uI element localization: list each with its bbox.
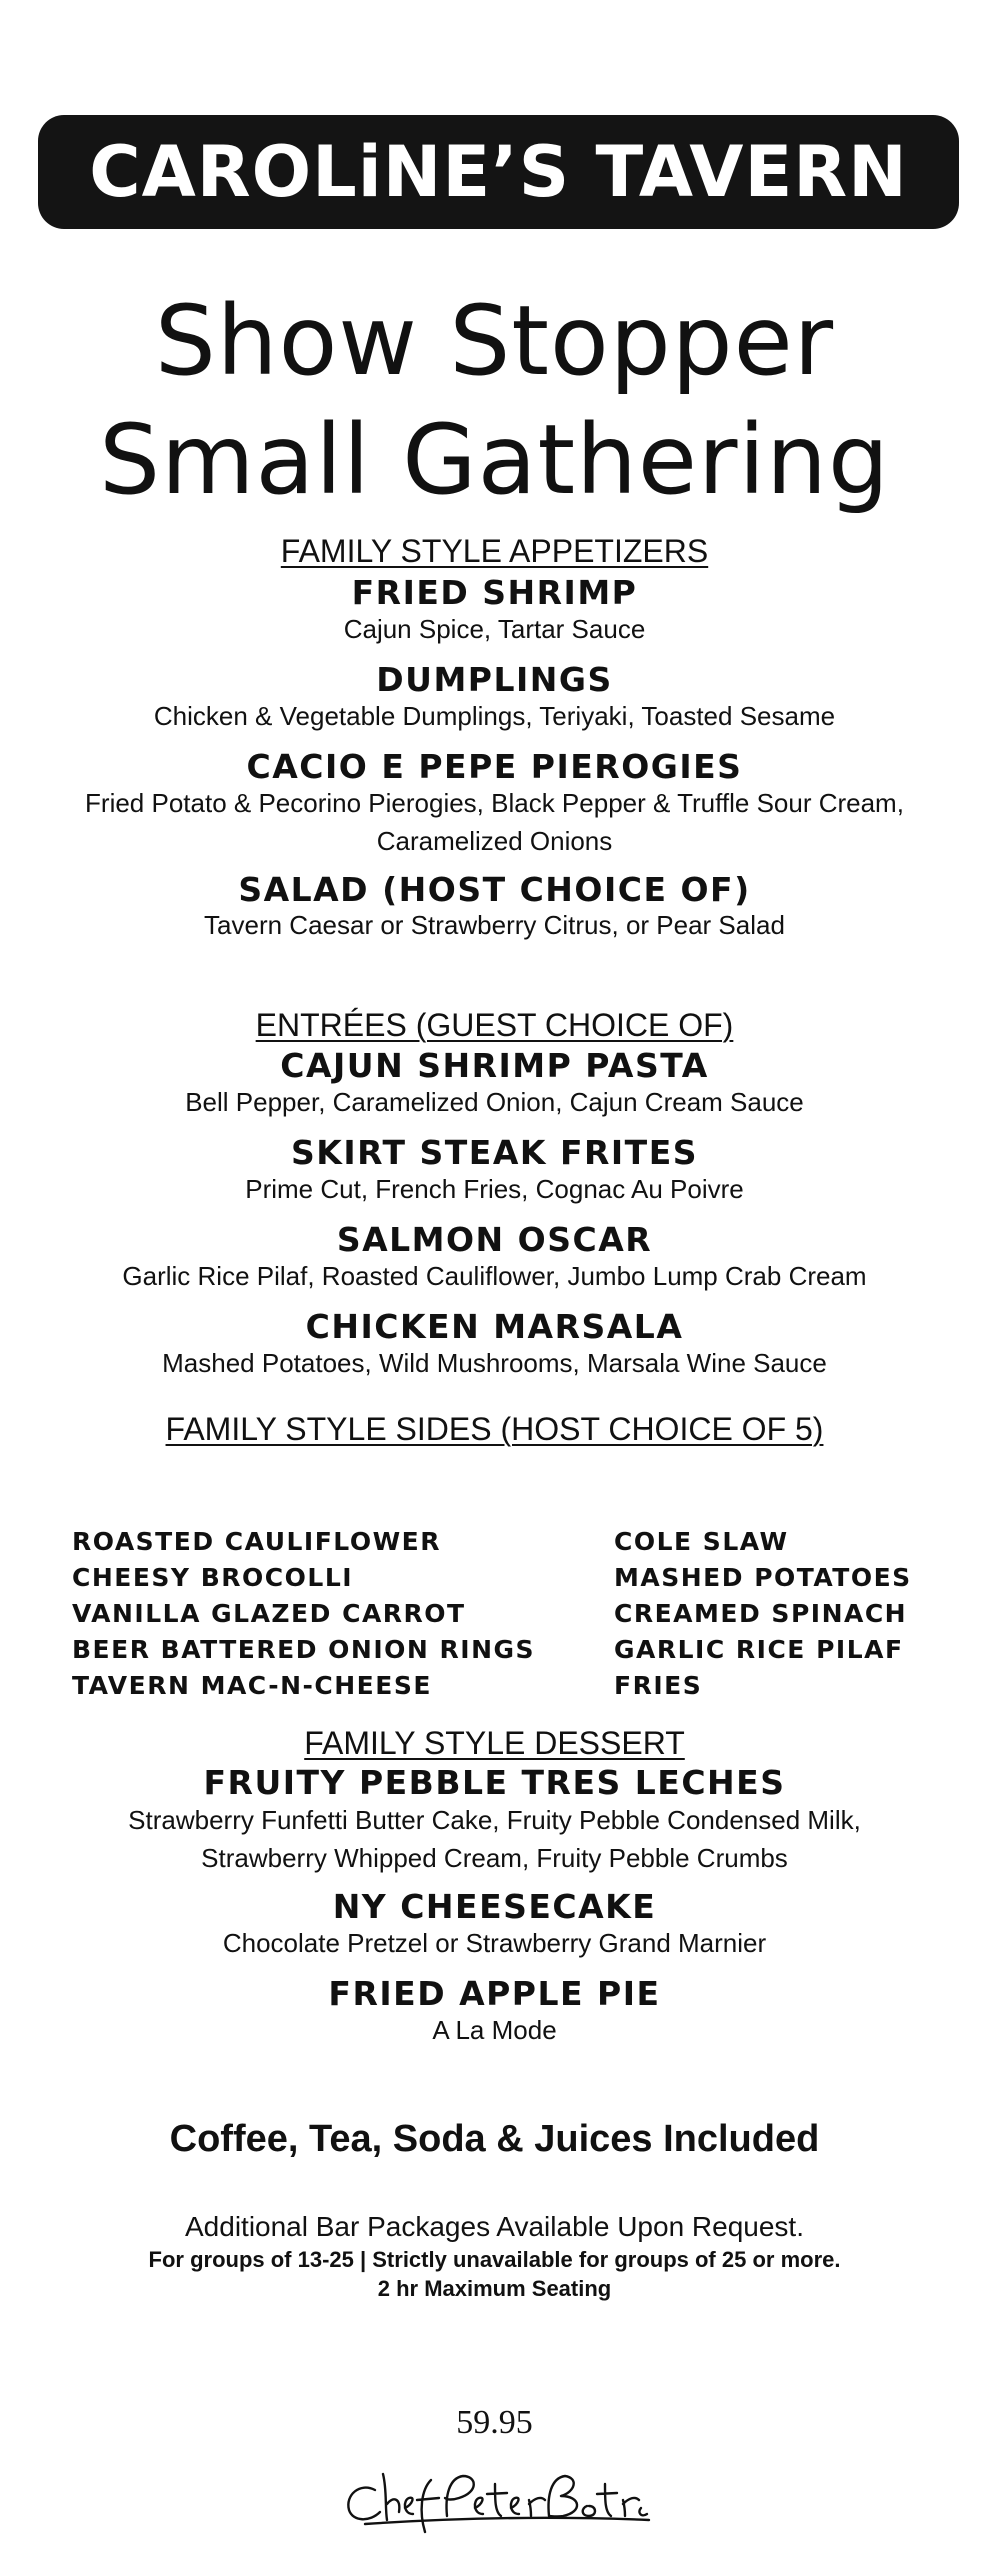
list-item: VANILLA GLAZED CARROT (72, 1599, 466, 1628)
price: 59.95 (456, 2404, 533, 2441)
list-item: CHEESY BROCOLLI (72, 1563, 354, 1592)
bar-packages-note: Additional Bar Packages Available Upon Request. (185, 2211, 804, 2242)
menu-item-desc: A La Mode (432, 2015, 557, 2045)
list-item: COLE SLAW (614, 1527, 789, 1556)
menu-item-desc: Strawberry Whipped Cream, Fruity Pebble Crumbs (201, 1843, 788, 1873)
list-item: BEER BATTERED ONION RINGS (72, 1635, 536, 1664)
sides-heading: FAMILY STYLE SIDES (HOST CHOICE OF 5) (165, 1411, 824, 1447)
list-item: TAVERN MAC-N-CHEESE (72, 1671, 432, 1700)
headline-line-2: Small Gathering (99, 404, 890, 516)
menu-item-desc: Strawberry Funfetti Butter Cake, Fruity Pebble Condensed Milk, (128, 1805, 861, 1835)
seating-note: 2 hr Maximum Seating (377, 2276, 612, 2301)
list-item: MASHED POTATOES (614, 1563, 912, 1592)
menu-item-desc: Chicken & Vegetable Dumplings, Teriyaki, Toasted Sesame (153, 701, 836, 731)
menu-item-name: FRIED APPLE PIE (328, 1974, 661, 2013)
list-item: FRIES (614, 1671, 703, 1700)
menu-item-name: SALAD (HOST CHOICE OF) (238, 870, 751, 909)
beverages-note: Coffee, Tea, Soda & Juices Included (169, 2118, 820, 2160)
menu-item-desc: Prime Cut, French Fries, Cognac Au Poivre (245, 1174, 744, 1204)
restaurant-name: CAROLiNE’S TAVERN (89, 131, 908, 213)
menu-item-name: DUMPLINGS (376, 660, 613, 699)
sides-right-list (614, 1524, 912, 1704)
entrees-heading: ENTRÉES (GUEST CHOICE OF) (255, 1007, 734, 1043)
menu-item-name: FRIED SHRIMP (351, 573, 638, 612)
menu-item-desc: Mashed Potatoes, Wild Mushrooms, Marsala Wine Sauce (162, 1348, 827, 1378)
menu-item-name: SALMON OSCAR (336, 1220, 653, 1259)
group-size-note: For groups of 13-25 | Strictly unavailable for groups of 25 or more. (148, 2247, 841, 2272)
menu-item-desc: Chocolate Pretzel or Strawberry Grand Marnier (222, 1928, 767, 1958)
menu-item-name: FRUITY PEBBLE TRES LECHES (203, 1763, 786, 1802)
signature-graphic (335, 2460, 655, 2540)
list-item: GARLIC RICE PILAF (614, 1635, 904, 1664)
restaurant-banner (38, 115, 959, 229)
menu-item-desc: Fried Potato & Pecorino Pierogies, Black Pepper & Truffle Sour Cream, (85, 788, 904, 818)
menu-item-name: SKIRT STEAK FRITES (290, 1133, 698, 1172)
menu-item-name: CAJUN SHRIMP PASTA (280, 1046, 709, 1085)
dessert-heading: FAMILY STYLE DESSERT (304, 1725, 685, 1761)
list-item: ROASTED CAULIFLOWER (72, 1527, 442, 1556)
menu-item-desc: Tavern Caesar or Strawberry Citrus, or Pear Salad (204, 910, 785, 940)
list-item: CREAMED SPINACH (614, 1599, 908, 1628)
menu-item-name: NY CHEESECAKE (332, 1887, 657, 1926)
menu-item-desc: Garlic Rice Pilaf, Roasted Cauliflower, Jumbo Lump Crab Cream (122, 1261, 867, 1291)
sides-left-list (72, 1524, 535, 1704)
menu-item-name: CHICKEN MARSALA (305, 1307, 684, 1346)
headline-line-1: Show Stopper (154, 285, 835, 397)
menu-item-desc: Cajun Spice, Tartar Sauce (343, 614, 646, 644)
menu-item-name: CACIO E PEPE PIEROGIES (246, 747, 743, 786)
menu-item-desc: Caramelized Onions (376, 826, 613, 856)
chef-signature (0, 2460, 989, 2540)
menu-item-desc: Bell Pepper, Caramelized Onion, Cajun Cream Sauce (185, 1087, 804, 1117)
appetizers-heading: FAMILY STYLE APPETIZERS (280, 533, 709, 569)
